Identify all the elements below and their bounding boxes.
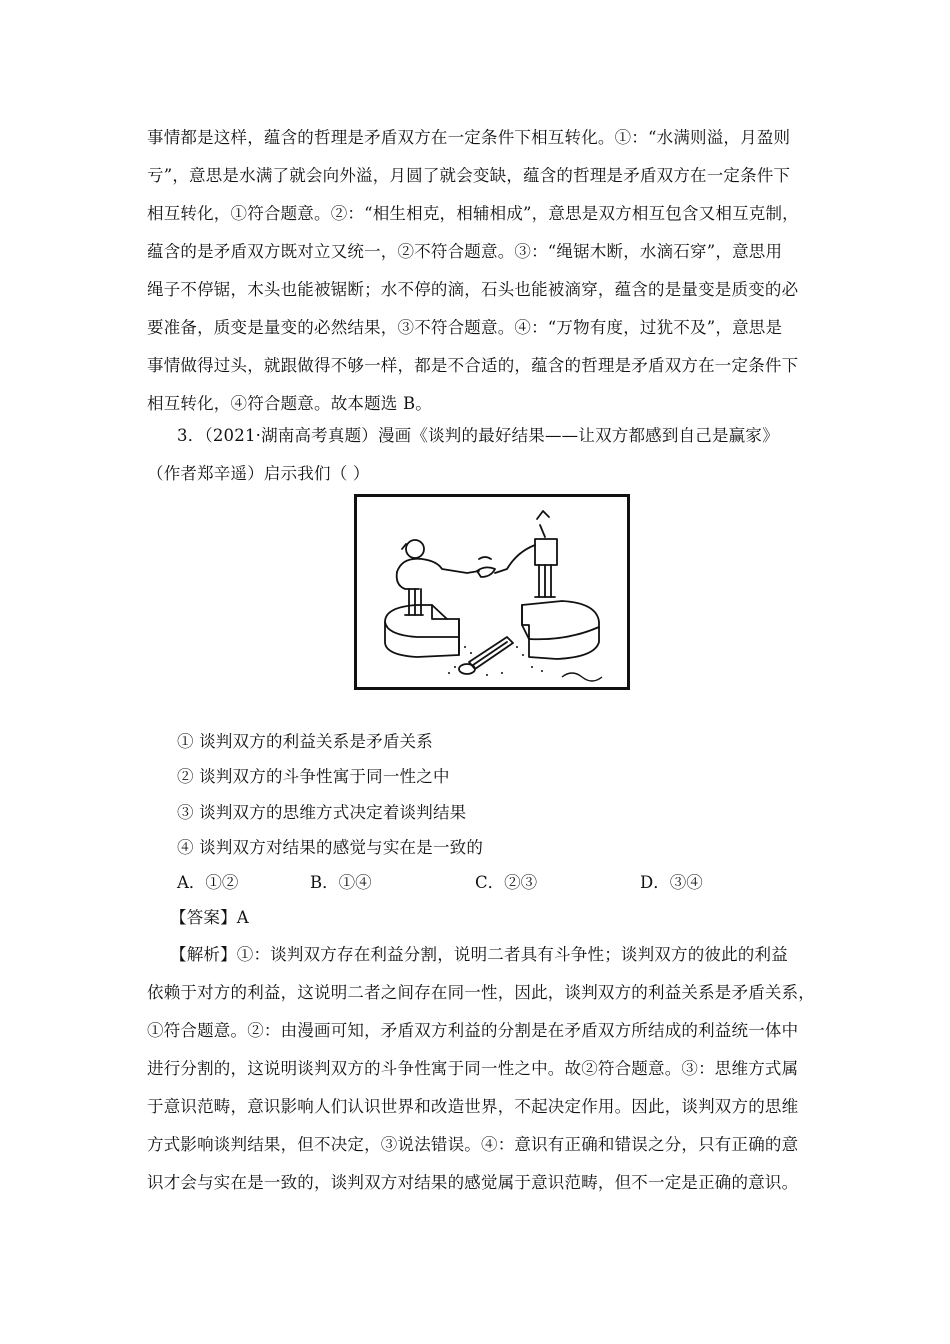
paragraph-line: 事情都是这样，蕴含的哲理是矛盾双方在一定条件下相互转化。①：“水满则溢，月盈则 (147, 128, 791, 147)
statement-4: ④ 谈判双方对结果的感觉与实在是一致的 (177, 838, 484, 857)
analysis-line: 识才会与实在是一致的，谈判双方对结果的感觉属于意识范畴，但不一定是正确的意识。 (147, 1173, 799, 1192)
negotiation-cartoon-drawing (357, 497, 627, 687)
analysis-line: 【解析】①：谈判双方存在利益分割，说明二者具有斗争性；谈判双方的彼此的利益 (170, 945, 788, 964)
paragraph-line: 要准备，质变是量变的必然结果，③不符合题意。④：“万物有度，过犹不及”，意思是 (147, 318, 783, 337)
paragraph-line: 相互转化，④符合题意。故本题选 B。 (147, 394, 432, 413)
analysis-line: ①符合题意。②：由漫画可知，矛盾双方利益的分割是在矛盾双方所结成的利益统一体中 (147, 1021, 799, 1040)
analysis-line: 进行分割的，这说明谈判双方的斗争性寓于同一性之中。故②符合题意。③：思维方式属 (147, 1059, 799, 1078)
statement-2: ② 谈判双方的斗争性寓于同一性之中 (177, 767, 450, 786)
statement-3: ③ 谈判双方的思维方式决定着谈判结果 (177, 803, 467, 822)
choice-d[interactable]: D．③④ (640, 873, 703, 892)
choice-c[interactable]: C．②③ (475, 873, 538, 892)
paragraph-line: 绳子不停锯，木头也能被锯断；水不停的滴，石头也能被滴穿，蕴含的是量变是质变的必 (147, 280, 799, 299)
cartoon-image (354, 494, 630, 690)
paragraph-line: 相互转化，①符合题意。②：“相生相克，相辅相成”，意思是双方相互包含又相互克制， (147, 204, 799, 223)
question-stem-cont: （作者郑辛遥）启示我们（ ） (147, 464, 370, 483)
paragraph-line: 亏”，意思是水满了就会向外溢，月圆了就会变缺，蕴含的哲理是矛盾双方在一定条件下 (147, 166, 791, 185)
paragraph-line: 蕴含的是矛盾双方既对立又统一，②不符合题意。③：“绳锯木断，水滴石穿”，意思用 (147, 242, 783, 261)
question-stem: 3．（2021·湖南高考真题）漫画《谈判的最好结果——让双方都感到自己是赢家》 (177, 426, 779, 445)
analysis-line: 方式影响谈判结果，但不决定，③说法错误。④：意识有正确和错误之分，只有正确的意 (147, 1135, 799, 1154)
answer-label: 【答案】A (170, 908, 249, 927)
analysis-line: 依赖于对方的利益，这说明二者之间存在同一性，因此，谈判双方的利益关系是矛盾关系， (147, 983, 815, 1002)
choice-b[interactable]: B．①④ (310, 873, 372, 892)
paragraph-line: 事情做得过头，就跟做得不够一样，都是不合适的，蕴含的哲理是矛盾双方在一定条件下 (147, 356, 799, 375)
analysis-line: 于意识范畴，意识影响人们认识世界和改造世界，不起决定作用。因此，谈判双方的思维 (147, 1097, 799, 1116)
choice-a[interactable]: A．①② (177, 873, 239, 892)
statement-1: ① 谈判双方的利益关系是矛盾关系 (177, 732, 433, 751)
